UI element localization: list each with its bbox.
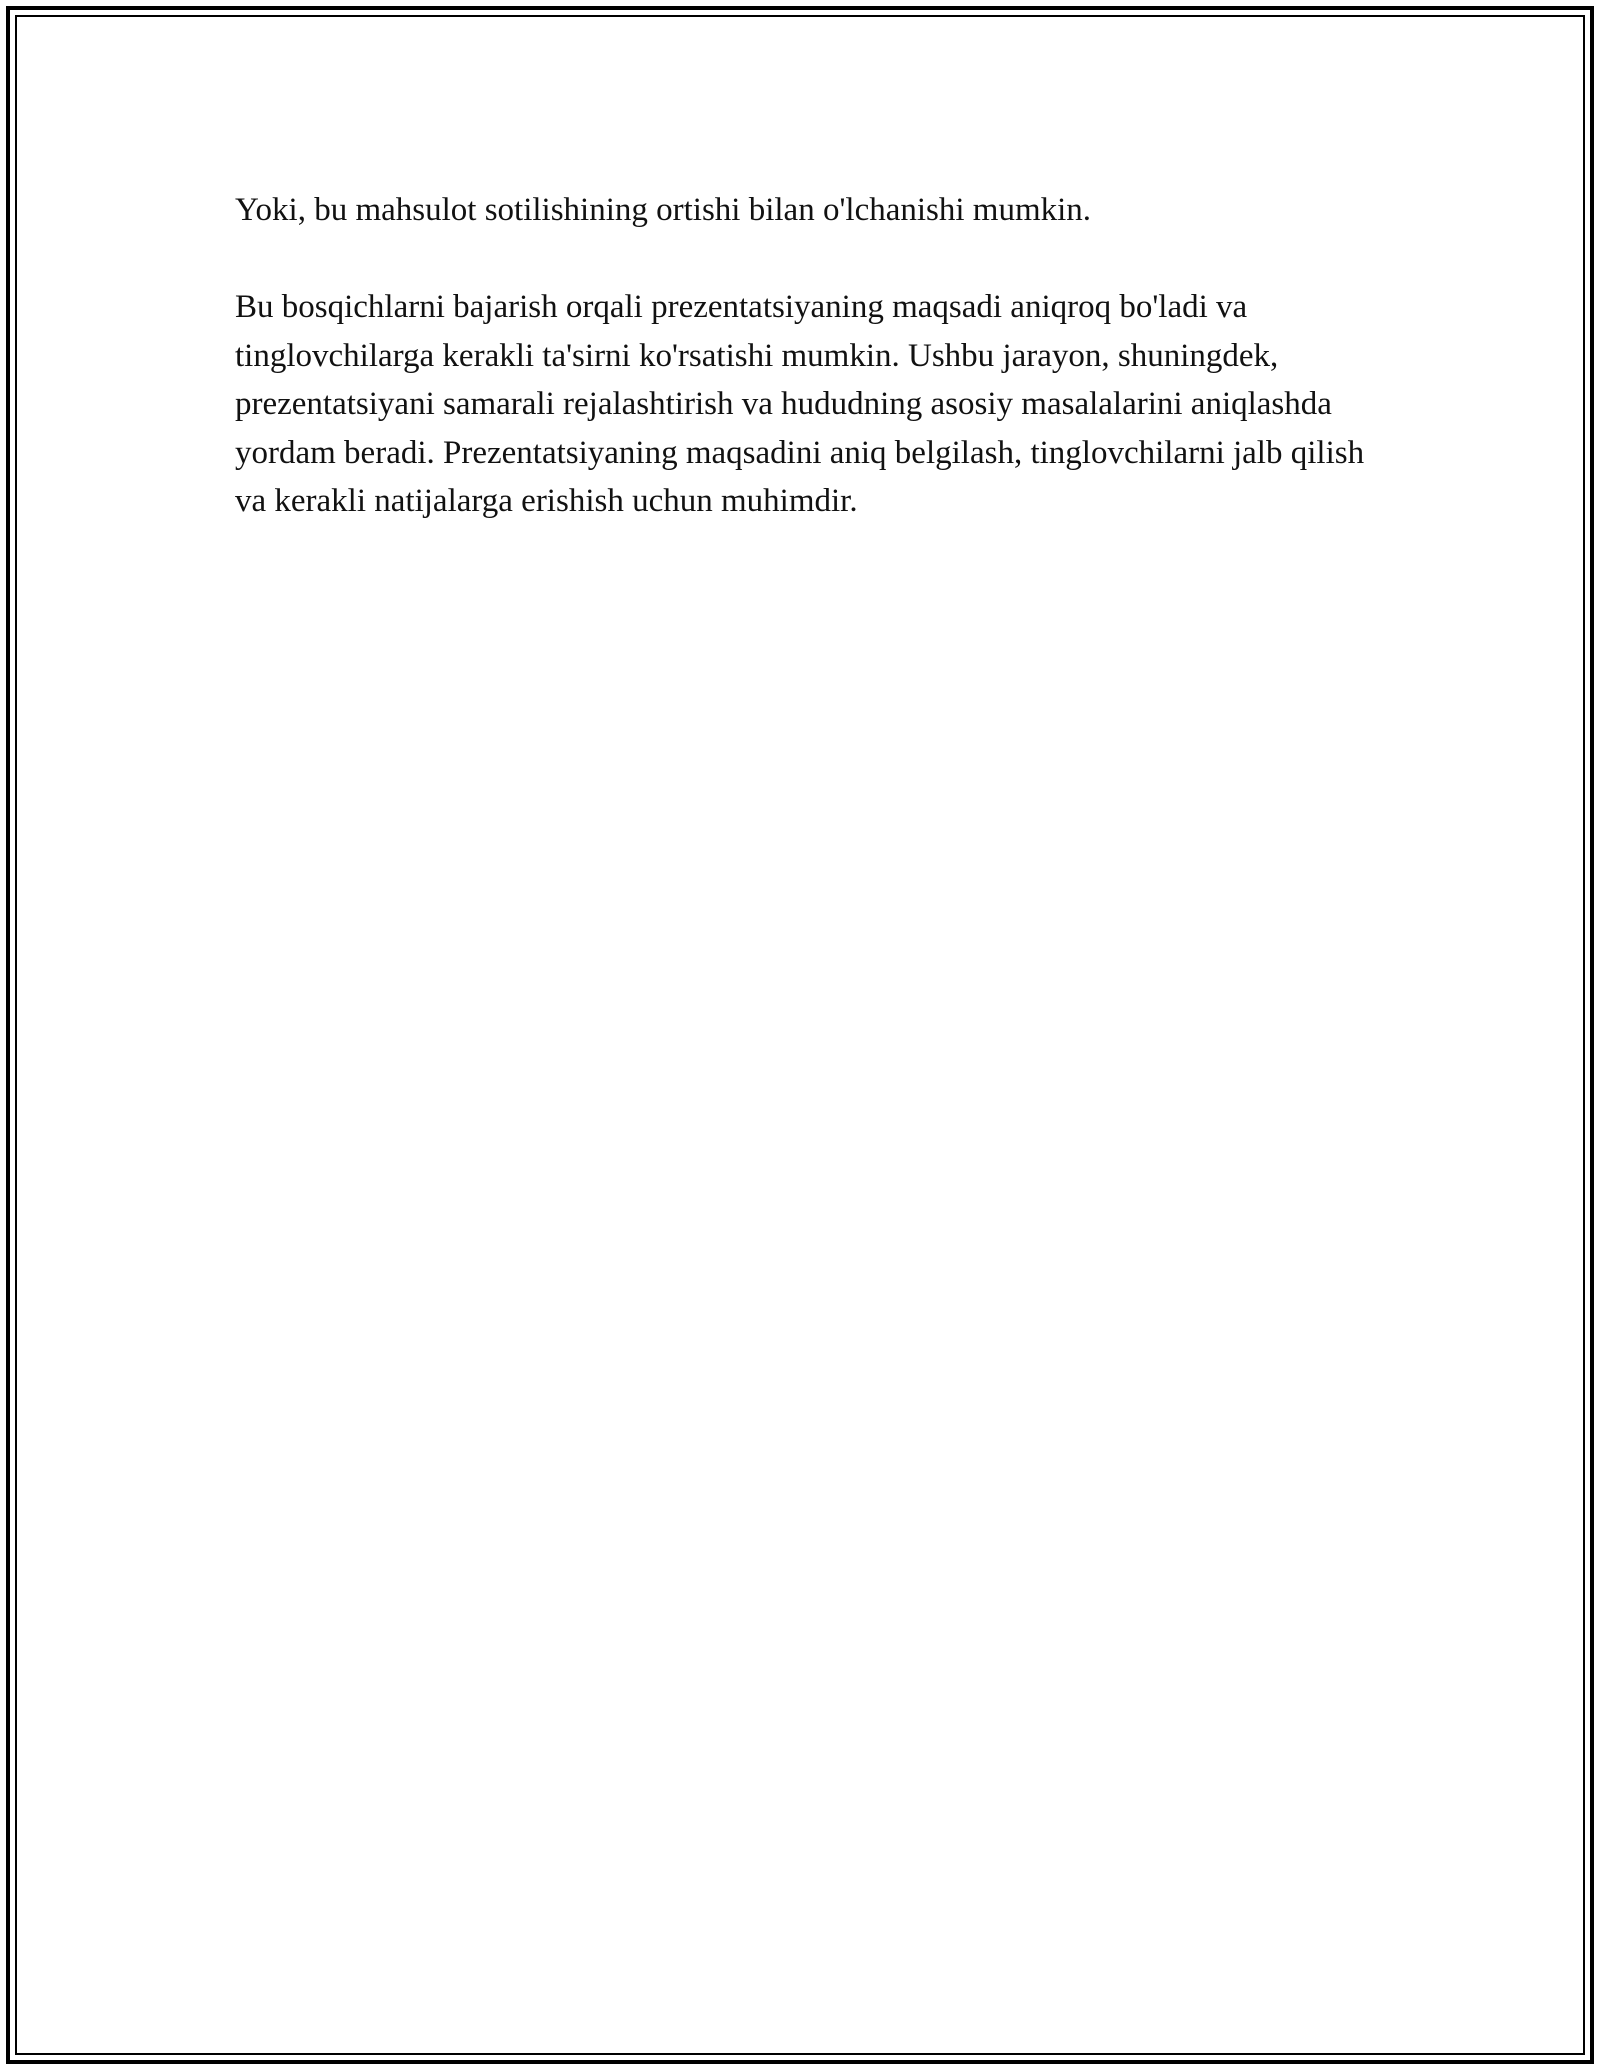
document-body: [235, 186, 1400, 526]
paragraph-1: Yoki, bu mahsulot sotilishining ortishi bilan o'lchanishi mumkin.: [235, 192, 1092, 228]
paragraph-2: Bu bosqichlarni bajarish orqali prezentatsiyaning maqsadi aniqroq bo'ladi va tinglovchilarga kerakli ta'sirni ko'rsatishi mumkin. Ushbu jarayon, shuningdek, prezentatsiyani samarali rejalashtirish va hududning asosiy masalalarini aniqlashda yordam beradi. Prezentatsiyaning maqsadini aniq belgilash, tinglovchilarni jalb qilish va kerakli natijalarga erishish uchun muhimdir.: [235, 289, 1365, 519]
